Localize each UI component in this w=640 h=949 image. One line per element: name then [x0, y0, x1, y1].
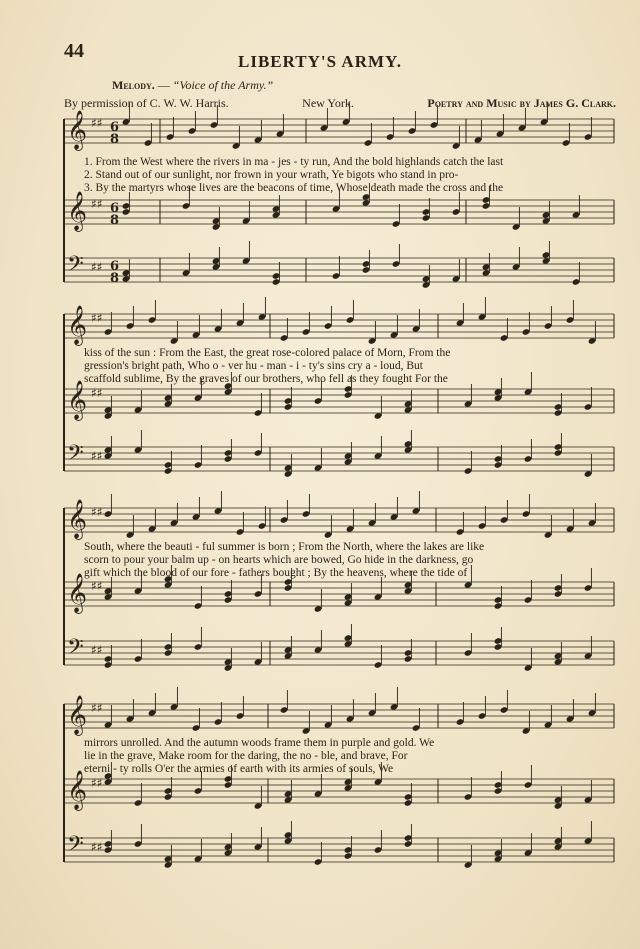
lyric-verse-1: South, where the beauti - ful summer is born ; From the North, where the lakes are like	[84, 541, 485, 553]
key-signature-icon: ♯♯	[91, 579, 103, 593]
lyric-verse-3: scaffold sublime, By the graves of our brothers, who fell as they fought For the	[84, 373, 448, 385]
clef-icon: 𝄞	[67, 380, 88, 420]
place-credit: New York.	[302, 96, 354, 110]
time-signature-bottom: 8	[110, 132, 120, 147]
clef-icon: 𝄞	[67, 305, 88, 345]
time-signature-top: 6	[110, 201, 120, 216]
lyrics-system-4	[84, 737, 616, 776]
permission-credit: By permission of C. W. W. Harris.	[64, 96, 229, 110]
lyrics-system-2	[84, 347, 616, 386]
lyrics-system-3	[84, 541, 616, 580]
melody-dash: —	[157, 78, 170, 92]
clef-icon: 𝄢	[67, 635, 84, 665]
page-title: LIBERTY'S ARMY.	[238, 52, 402, 71]
author-credit: Poetry and Music by James G. Clark.	[427, 96, 616, 110]
clef-icon: 𝄢	[67, 252, 84, 282]
lyric-verse-1: kiss of the sun : From the East, the great rose-colored palace of Morn, From the	[84, 347, 451, 359]
key-signature-icon: ♯♯	[91, 840, 103, 854]
key-signature-icon: ♯♯	[91, 505, 103, 519]
clef-icon: 𝄢	[67, 441, 84, 471]
clef-icon: 𝄞	[67, 191, 88, 231]
clef-icon: 𝄞	[67, 770, 88, 810]
time-signature-bottom: 8	[110, 213, 120, 228]
time-signature-top: 6	[110, 259, 120, 274]
lyric-verse-2: 2. Stand out of our sunlight, nor frown in your wrath, Ye bigots who stand in pro-	[84, 169, 459, 181]
clef-icon: 𝄞	[67, 695, 88, 735]
key-signature-icon: ♯♯	[91, 776, 103, 790]
lyric-verse-2: scorn to pour your balm up - on hearts which are bowed, Go hide in the darkness, go	[84, 554, 474, 566]
clef-icon: 𝄢	[67, 832, 84, 862]
melody-tune: “Voice of the Army.”	[172, 78, 274, 92]
key-signature-icon: ♯♯	[91, 386, 103, 400]
key-signature-icon: ♯♯	[91, 260, 103, 274]
lyric-verse-2: gression's bright path, Who o - ver hu - man - i - ty's sins cry a - loud, But	[84, 360, 423, 372]
time-signature-bottom: 8	[110, 271, 120, 286]
melody-label: Melody.	[112, 78, 155, 92]
clef-icon: 𝄞	[67, 573, 88, 613]
time-signature-top: 6	[110, 120, 120, 135]
lyric-verse-3: gift which the blood of our fore - fathers bought ; By the heavens, where the tide of	[84, 567, 468, 579]
clef-icon: 𝄞	[67, 499, 88, 539]
key-signature-icon: ♯♯	[91, 449, 103, 463]
lyrics-system-1	[84, 156, 616, 195]
lyric-verse-3: eterni - ty rolls O'er the armies of earth with its armies of souls, We	[84, 763, 394, 775]
lyric-verse-3: 3. By the martyrs whose lives are the beacons of time, Whose death made the cross and the	[84, 182, 504, 194]
key-signature-icon: ♯♯	[91, 197, 103, 211]
key-signature-icon: ♯♯	[91, 311, 103, 325]
page-number: 44	[64, 40, 84, 62]
key-signature-icon: ♯♯	[91, 116, 103, 130]
lyric-verse-2: lie in the grave, Make room for the daring, the no - ble, and brave, For	[84, 750, 408, 762]
key-signature-icon: ♯♯	[91, 643, 103, 657]
lyric-verse-1: mirrors unrolled. And the autumn woods frame them in purple and gold. We	[84, 737, 435, 749]
key-signature-icon: ♯♯	[91, 701, 103, 715]
clef-icon: 𝄞	[67, 110, 88, 150]
lyric-verse-1: 1. From the West where the rivers in ma - jes - ty run, And the bold highlands catch the last	[84, 156, 504, 168]
